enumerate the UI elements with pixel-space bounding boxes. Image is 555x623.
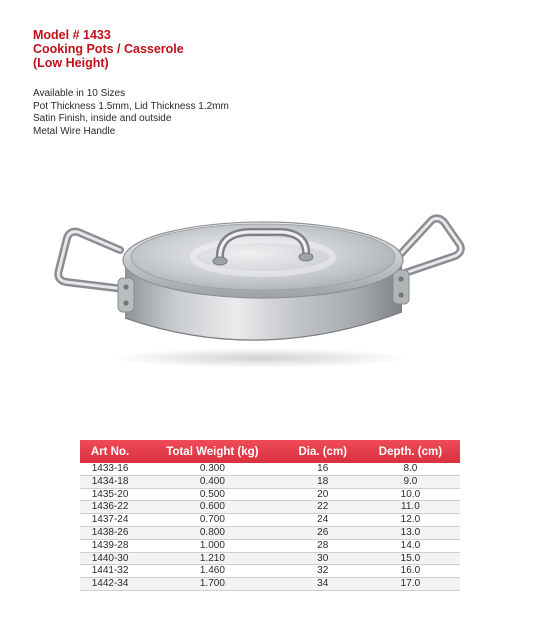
product-variant: (Low Height) (33, 56, 109, 70)
casserole-pot-illustration (50, 190, 470, 370)
table-row (80, 552, 460, 565)
cell-diameter: 22 (285, 501, 361, 514)
cell-diameter: 34 (285, 578, 361, 591)
cell-weight: 0.600 (140, 501, 285, 514)
cell-art-no: 1442-34 (80, 578, 140, 591)
table-row (80, 578, 460, 591)
cell-depth: 14.0 (361, 539, 460, 552)
cell-diameter: 30 (285, 552, 361, 565)
column-header-diameter: Dia. (cm) (285, 440, 361, 463)
table-row (80, 475, 460, 488)
cell-depth: 9.0 (361, 475, 460, 488)
cell-art-no: 1436-22 (80, 501, 140, 514)
table-row (80, 488, 460, 501)
cell-depth: 15.0 (361, 552, 460, 565)
product-title-block (33, 28, 184, 70)
feature-item: Metal Wire Handle (33, 125, 116, 137)
product-image (50, 190, 470, 370)
table-row (80, 463, 460, 475)
cell-art-no: 1441-32 (80, 565, 140, 578)
feature-list (33, 88, 229, 138)
table-row (80, 526, 460, 539)
cell-weight: 0.800 (140, 526, 285, 539)
cell-weight: 1.460 (140, 565, 285, 578)
feature-item: Available in 10 Sizes (33, 88, 126, 99)
table-row (80, 539, 460, 552)
cell-weight: 0.300 (140, 463, 285, 475)
cell-art-no: 1437-24 (80, 514, 140, 527)
cell-diameter: 32 (285, 565, 361, 578)
cell-depth: 8.0 (361, 463, 460, 475)
cell-depth: 12.0 (361, 514, 460, 527)
column-header-depth: Depth. (cm) (361, 440, 460, 463)
cell-art-no: 1438-26 (80, 526, 140, 539)
cell-diameter: 26 (285, 526, 361, 539)
cell-weight: 1.700 (140, 578, 285, 591)
cell-art-no: 1435-20 (80, 488, 140, 501)
cell-depth: 10.0 (361, 488, 460, 501)
table-header-row (80, 440, 460, 463)
cell-weight: 1.210 (140, 552, 285, 565)
spec-table (80, 440, 460, 591)
table-row (80, 514, 460, 527)
column-header-art-no: Art No. (80, 440, 140, 463)
cell-diameter: 18 (285, 475, 361, 488)
cell-depth: 16.0 (361, 565, 460, 578)
cell-diameter: 28 (285, 539, 361, 552)
cell-art-no: 1439-28 (80, 539, 140, 552)
feature-item: Pot Thickness 1.5mm, Lid Thickness 1.2mm (33, 100, 229, 112)
cell-diameter: 24 (285, 514, 361, 527)
column-header-total-weight: Total Weight (kg) (140, 440, 285, 463)
table-row (80, 565, 460, 578)
cell-art-no: 1440-30 (80, 552, 140, 565)
cell-diameter: 20 (285, 488, 361, 501)
cell-art-no: 1434-18 (80, 475, 140, 488)
table-row (80, 501, 460, 514)
model-number: Model # 1433 (33, 28, 111, 42)
cell-weight: 0.500 (140, 488, 285, 501)
cell-weight: 1.000 (140, 539, 285, 552)
product-name: Cooking Pots / Casserole (33, 42, 184, 56)
cell-diameter: 16 (285, 463, 361, 475)
cell-depth: 17.0 (361, 578, 460, 591)
cell-art-no: 1433-16 (80, 463, 140, 475)
cell-depth: 11.0 (361, 501, 460, 514)
feature-item: Satin Finish, inside and outside (33, 113, 172, 124)
cell-weight: 0.700 (140, 514, 285, 527)
cell-weight: 0.400 (140, 475, 285, 488)
cell-depth: 13.0 (361, 526, 460, 539)
